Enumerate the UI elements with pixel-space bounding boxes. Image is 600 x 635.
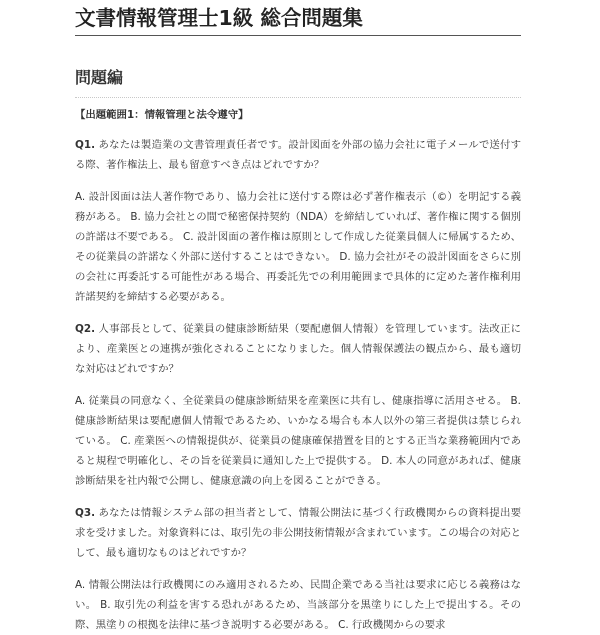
question-text: あなたは情報システム部の担当者として、情報公開法に基づく行政機関からの資料提出要求を受けました。対象資料には、取引先の非公開技術情報が含まれています。この場合の対応として、最も適切なものはどれですか？ <box>75 507 521 559</box>
question-2 <box>75 319 521 379</box>
answer-options-3: A. 情報公開法は行政機関にのみ適用されるため、民間企業である当社は要求に応じる義務はない。 B. 取引先の利益を害する恐れがあるため、当該部分を黒塗りにした上で提出する。その際、黒塗りの根拠を法律に基づき説明する必要がある。 C. 行政機関からの要求 <box>75 579 521 631</box>
question-1 <box>75 135 521 175</box>
question-number: Q3. <box>75 507 96 519</box>
document-page <box>75 0 521 635</box>
question-number: Q1. <box>75 139 96 151</box>
answer-options-1: A. 設計図面は法人著作物であり、協力会社に送付する際は必ず著作権表示（©）を明記する義務がある。 B. 協力会社との間で秘密保持契約（NDA）を締結していれば、著作権に関する個別の許諾は不要である。 C. 設計図面の著作権は原則として作成した従業員個人に帰属するため、その従業員の許諾なく外部に送付することはできない。 D. 協力会社がその設計図面をさらに別の会社に再委託する可能性がある場合、再委託先での利用範囲まで具体的に定めた著作権利用許諾契約を締結する必要がある。 <box>75 191 521 303</box>
question-text: 人事部長として、従業員の健康診断結果（要配慮個人情報）を管理しています。法改正により、産業医との連携が強化されることになりました。個人情報保護法の観点から、最も適切な対応はどれですか？ <box>75 323 521 375</box>
section-title: 問題編 <box>75 67 521 98</box>
question-text: あなたは製造業の文書管理責任者です。設計図面を外部の協力会社に電子メールで送付する際、著作権法上、最も留意すべき点はどれですか？ <box>75 139 521 171</box>
document-title: 文書情報管理士1級 総合問題集 <box>75 0 521 36</box>
question-number: Q2. <box>75 323 96 335</box>
question-3 <box>75 503 521 563</box>
answer-options-2: A. 従業員の同意なく、全従業員の健康診断結果を産業医に共有し、健康指導に活用させる。 B. 健康診断結果は要配慮個人情報であるため、いかなる場合も本人以外の第三者提供は禁じられている。 C. 産業医への情報提供が、従業員の健康確保措置を目的とする正当な業務範囲内であると規程で明確化し、その旨を従業員に通知した上で提供する。 D. 本人の同意があれば、健康診断結果を社内報で公開し、健康意識の向上を図ることができる。 <box>75 395 521 487</box>
scope-heading: 【出題範囲1：情報管理と法令遵守】 <box>75 109 249 121</box>
